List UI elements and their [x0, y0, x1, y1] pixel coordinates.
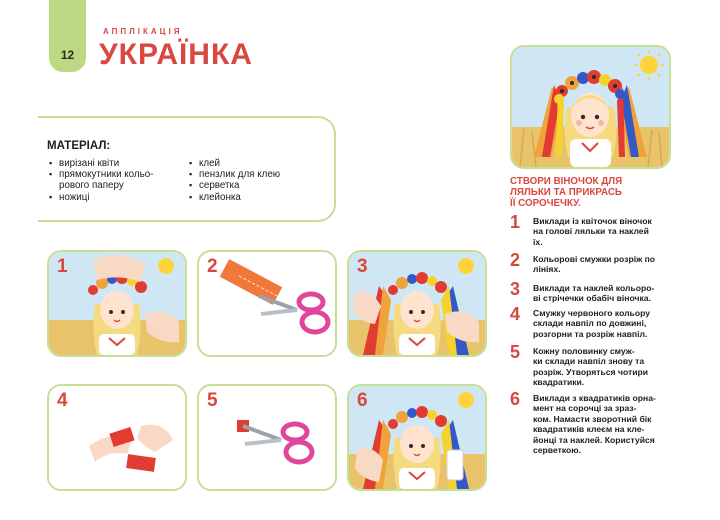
- materials-title: МАТЕРІАЛ:: [47, 140, 111, 152]
- material-item: ▪ клейонка: [189, 192, 319, 203]
- instruction-line: їх.: [533, 236, 543, 247]
- step-illustration: [199, 252, 335, 355]
- page-number: 12: [60, 48, 75, 62]
- step-card: [47, 250, 187, 357]
- instructions-title: [510, 176, 670, 209]
- instruction-line: ві стрічечки обабіч віночка.: [533, 293, 651, 304]
- material-item: ▪ клей: [189, 158, 319, 169]
- instruction-line: ком. Намасти зворотний бік: [533, 413, 652, 424]
- instruction-line: розріж. Утворяться чотири: [533, 366, 649, 377]
- instructions-title-line: ЇЇ СОРОЧЕЧКУ.: [510, 198, 581, 209]
- step-illustration: [349, 252, 485, 355]
- instruction-text: [533, 254, 698, 275]
- material-item: ▪ ножиці: [49, 192, 179, 203]
- materials-list-left: [49, 158, 179, 203]
- step-number: 5: [207, 390, 218, 411]
- step-card: [197, 384, 337, 491]
- instruction-line: Виклади із квіточок віночок: [533, 216, 652, 226]
- instruction-line: Смужку червоного кольору: [533, 308, 651, 318]
- instruction-line: Кольорові смужки розріж по: [533, 254, 656, 264]
- step-card: [347, 384, 487, 491]
- step-illustration: [349, 386, 485, 489]
- instructions-title-line: СТВОРИ ВІНОЧОК ДЛЯ: [510, 176, 623, 187]
- instruction-line: квадратиків клеєм на кле-: [533, 424, 645, 435]
- materials-list-right: [189, 158, 319, 203]
- material-item: рового паперу: [59, 180, 124, 192]
- instruction-text: [533, 308, 698, 339]
- instruction-text: [533, 393, 698, 455]
- instruction-line: на голові ляльки та наклей: [533, 226, 649, 237]
- step-number: 1: [57, 256, 68, 277]
- step-illustration: [49, 386, 185, 489]
- page-tab: [49, 0, 86, 72]
- instruction-line: квадратики.: [533, 377, 585, 388]
- instruction-line: розгорни та розріж навпіл.: [533, 328, 648, 339]
- step-number: 3: [357, 256, 368, 277]
- step-number: 4: [57, 390, 68, 411]
- instruction-line: лініях.: [533, 264, 561, 275]
- step-number: 2: [207, 256, 218, 277]
- instruction-number: 4: [510, 304, 521, 324]
- instruction-text: [533, 283, 698, 304]
- instruction-line: ки склади навпіл знову та: [533, 356, 645, 367]
- material-item: ▪ вирізані квіти: [49, 158, 179, 169]
- section-kicker: АППЛІКАЦІЯ: [103, 27, 183, 36]
- page-title: УКРАЇНКА: [99, 38, 253, 71]
- material-item: ▪ серветка: [189, 180, 319, 191]
- instruction-line: Виклади та наклей кольоро-: [533, 283, 655, 293]
- instruction-line: мент на сорочці за зраз-: [533, 403, 637, 414]
- instruction-line: серветкою.: [533, 445, 582, 456]
- instruction-text: [533, 346, 698, 388]
- instruction-line: йонці та наклей. Користуйся: [533, 434, 655, 445]
- step-card: [347, 250, 487, 357]
- instruction-number: 2: [510, 250, 521, 270]
- step-card: [197, 250, 337, 357]
- hero-doll-picture: [510, 45, 671, 169]
- material-item: ▪ прямокутники кольо-: [49, 169, 179, 180]
- step-illustration: [199, 386, 335, 489]
- instruction-number: 3: [510, 279, 521, 299]
- instruction-text: [533, 216, 698, 247]
- step-number: 6: [357, 390, 368, 411]
- instruction-number: 1: [510, 212, 521, 232]
- step-illustration: [49, 252, 185, 355]
- step-card: [47, 384, 187, 491]
- instructions-title-line: ЛЯЛЬКИ ТА ПРИКРАСЬ: [510, 187, 622, 198]
- instruction-number: 6: [510, 389, 521, 409]
- instruction-line: склади навпіл по довжині,: [533, 318, 647, 329]
- instruction-line: Виклади з квадратиків орна-: [533, 393, 656, 403]
- instruction-line: Кожну половинку смуж-: [533, 346, 635, 356]
- instruction-number: 5: [510, 342, 521, 362]
- material-item: ▪ пензлик для клею: [189, 169, 319, 180]
